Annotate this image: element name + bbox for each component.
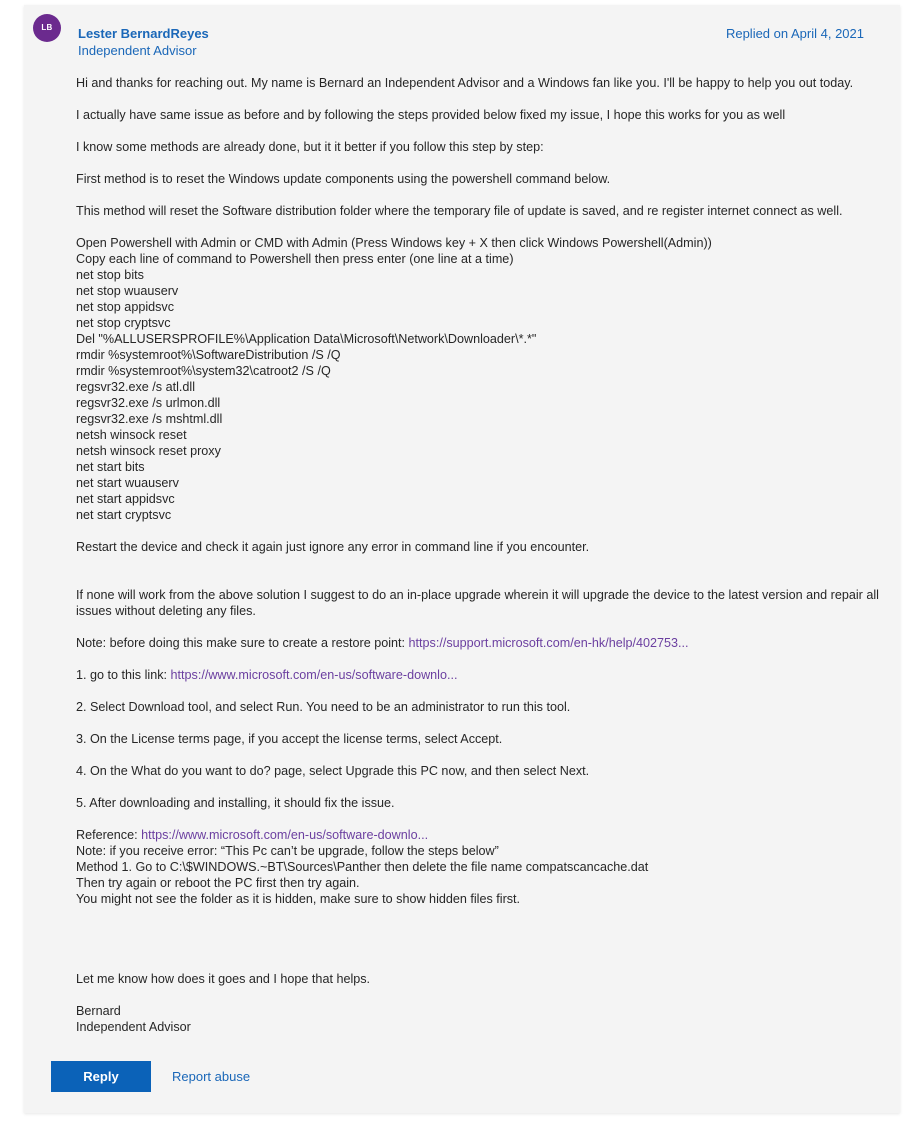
paragraph-closing: Let me know how does it goes and I hope that helps.: [76, 972, 371, 986]
paragraph-step-by-step: I know some methods are already done, but it it better if you follow this step by step:: [76, 140, 544, 154]
paragraph-method-description: This method will reset the Software distribution folder where the temporary file of update is saved, and re register internet connect as well.: [76, 204, 843, 218]
command-line: rmdir %systemroot%\system32\catroot2 /S /Q: [76, 364, 331, 378]
command-line: netsh winsock reset: [76, 428, 187, 442]
command-line: net stop wuauserv: [76, 284, 179, 298]
paragraph-restore-note: [76, 635, 891, 651]
paragraph-first-method: First method is to reset the Windows update components using the powershell command below.: [76, 172, 611, 186]
command-line: net start cryptsvc: [76, 508, 172, 522]
command-line: regsvr32.exe /s mshtml.dll: [76, 412, 223, 426]
reference-note-line: Method 1. Go to C:\$WINDOWS.~BT\Sources\Panther then delete the file name compatscancache.dat: [76, 860, 649, 874]
command-line: rmdir %systemroot%\SoftwareDistribution /S /Q: [76, 348, 341, 362]
command-line: net stop appidsvc: [76, 300, 175, 314]
reference-block: [76, 827, 891, 907]
paragraph-in-place-upgrade: If none will work from the above solution I suggest to do an in-place upgrade wherein it will upgrade the device to the latest version and repair all issues without deleting any files.: [76, 588, 879, 618]
command-list: [76, 235, 891, 523]
avatar[interactable]: LB: [33, 14, 61, 42]
download-link[interactable]: https://www.microsoft.com/en-us/software-downlo...: [170, 668, 458, 682]
reply-card: [24, 5, 900, 1113]
command-line: net stop cryptsvc: [76, 316, 171, 330]
command-line: Open Powershell with Admin or CMD with Admin (Press Windows key + X then click Windows Powershell(Admin)): [76, 236, 712, 250]
replied-date: Replied on April 4, 2021: [725, 26, 864, 41]
step-2: 2. Select Download tool, and select Run. You need to be an administrator to run this tool.: [76, 700, 571, 714]
command-line: Del "%ALLUSERSPROFILE%\Application Data\Microsoft\Network\Downloader\*.*": [76, 332, 537, 346]
command-line: net start appidsvc: [76, 492, 175, 506]
command-line: net start bits: [76, 460, 145, 474]
paragraph-same-issue: I actually have same issue as before and by following the steps provided below fixed my issue, I hope this works for you as well: [76, 108, 786, 122]
paragraph-greeting: Hi and thanks for reaching out. My name is Bernard an Independent Advisor and a Windows fan like you. I'll be happy to help you out today.: [76, 76, 854, 90]
reference-label: Reference:: [76, 828, 142, 842]
reference-link[interactable]: https://www.microsoft.com/en-us/software-downlo...: [141, 828, 429, 842]
signature-role: Independent Advisor: [76, 1020, 191, 1034]
command-line: net start wuauserv: [76, 476, 179, 490]
author-name-link[interactable]: Lester BernardReyes: [78, 26, 209, 41]
restore-point-link[interactable]: https://support.microsoft.com/en-hk/help/402753...: [408, 636, 689, 650]
command-line: regsvr32.exe /s atl.dll: [76, 380, 195, 394]
reference-note-line: Note: if you receive error: “This Pc can’t be upgrade, follow the steps below”: [76, 844, 499, 858]
reply-button[interactable]: Reply: [51, 1061, 151, 1092]
command-line: regsvr32.exe /s urlmon.dll: [76, 396, 221, 410]
step-5: 5. After downloading and installing, it should fix the issue.: [76, 796, 395, 810]
paragraph-restart: Restart the device and check it again just ignore any error in command line if you encounter.: [76, 540, 590, 554]
step-3: 3. On the License terms page, if you accept the license terms, select Accept.: [76, 732, 503, 746]
step-4: 4. On the What do you want to do? page, select Upgrade this PC now, and then select Next.: [76, 764, 590, 778]
reference-line: [76, 827, 891, 843]
restore-note-text: Note: before doing this make sure to create a restore point:: [76, 636, 409, 650]
command-line: netsh winsock reset proxy: [76, 444, 221, 458]
author-role: Independent Advisor: [78, 43, 197, 58]
step-1-text: 1. go to this link:: [76, 668, 171, 682]
signature: [76, 1003, 891, 1035]
command-line: Copy each line of command to Powershell then press enter (one line at a time): [76, 252, 514, 266]
report-abuse-link[interactable]: Report abuse: [172, 1069, 251, 1084]
step-1: [76, 667, 891, 683]
reference-note-line: Then try again or reboot the PC first then try again.: [76, 876, 360, 890]
reply-body: [76, 75, 891, 1035]
signature-name: Bernard: [76, 1004, 121, 1018]
reference-note-line: You might not see the folder as it is hidden, make sure to show hidden files first.: [76, 892, 521, 906]
command-line: net stop bits: [76, 268, 144, 282]
